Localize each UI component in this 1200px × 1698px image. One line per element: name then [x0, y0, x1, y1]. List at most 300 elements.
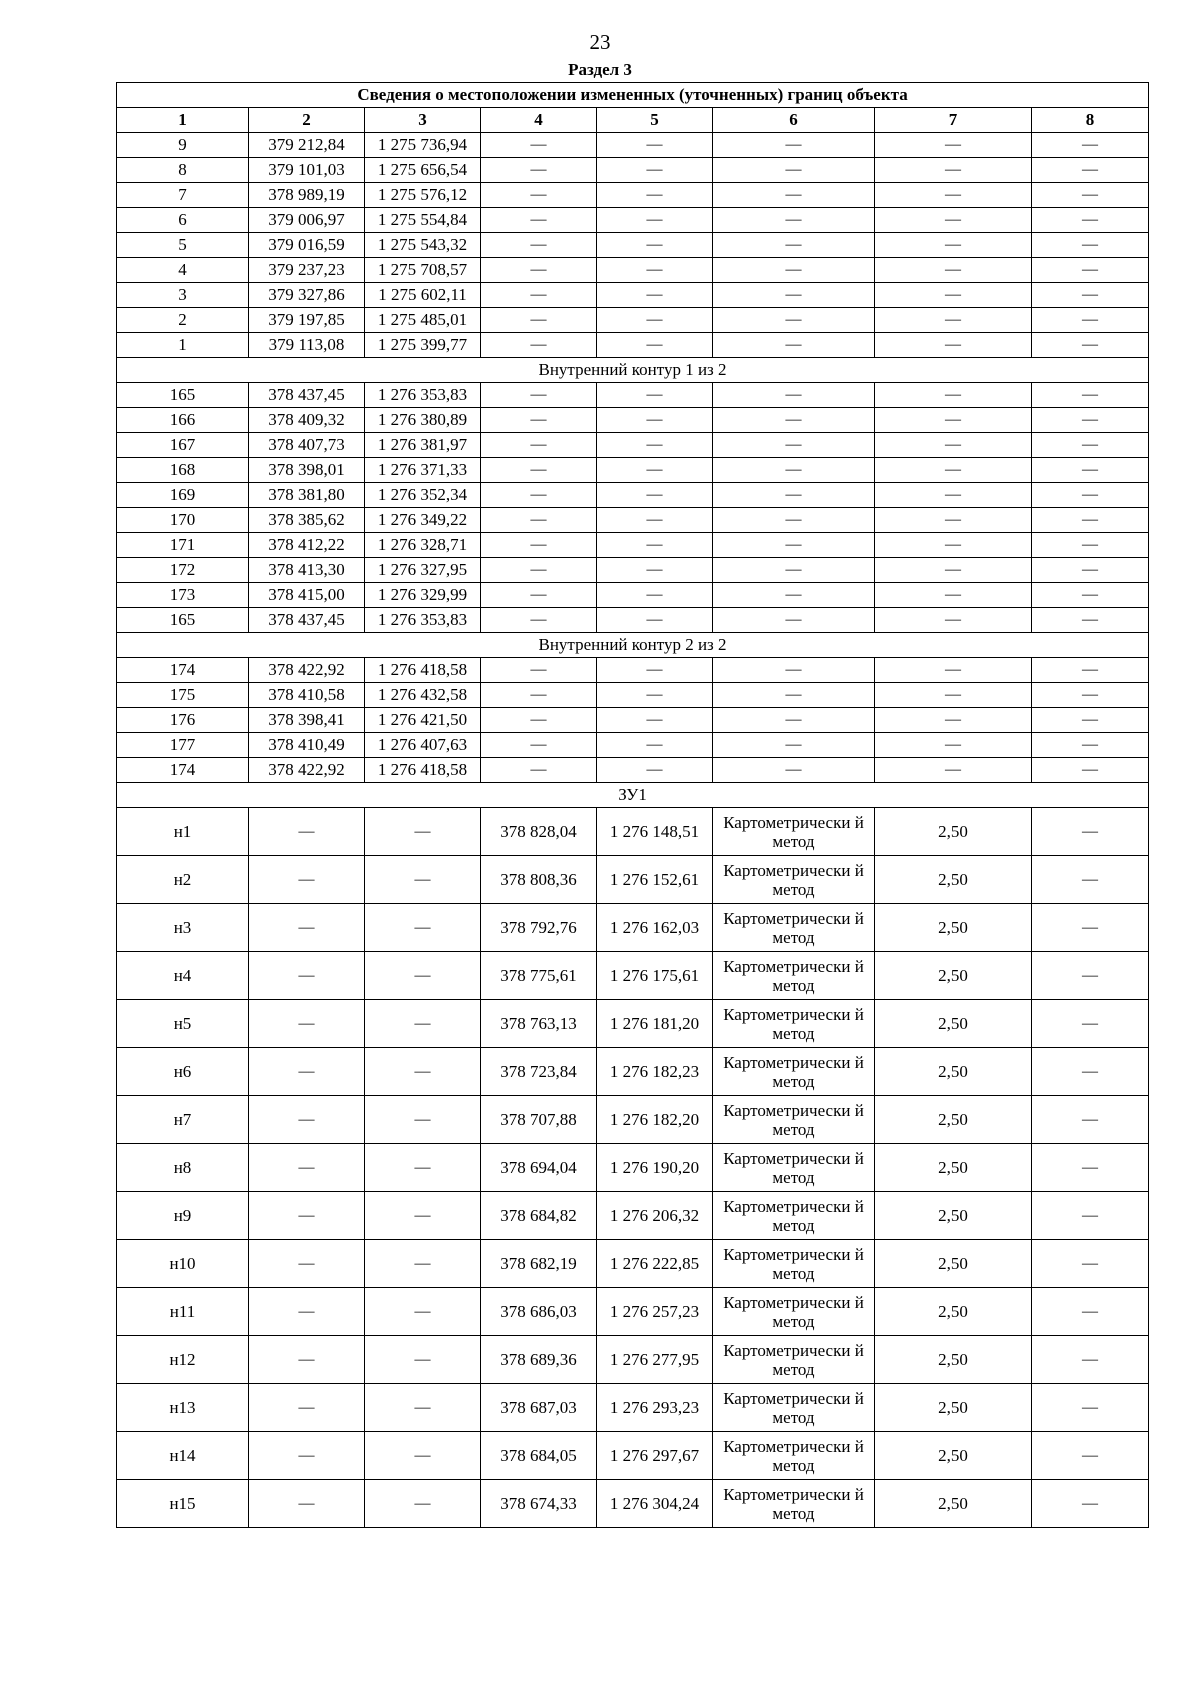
table-cell-col-1: 174 — [117, 658, 249, 683]
contour-label-row — [117, 358, 1149, 383]
table-cell-col-8: — — [1032, 658, 1149, 683]
table-cell-col-8: — — [1032, 458, 1149, 483]
table-cell-col-7: — — [875, 158, 1032, 183]
table-cell-col-8: — — [1032, 1336, 1149, 1384]
table-cell-col-1: 167 — [117, 433, 249, 458]
table-cell-col-2: — — [249, 856, 365, 904]
table-cell-col-1: 176 — [117, 708, 249, 733]
table-cell-col-7: — — [875, 658, 1032, 683]
table-cell-col-7: 2,50 — [875, 1192, 1032, 1240]
table-row — [117, 1144, 1149, 1192]
table-cell-col-3: — — [365, 1000, 481, 1048]
table-cell-col-3: — — [365, 1336, 481, 1384]
table-cell-col-5: 1 276 293,23 — [597, 1384, 713, 1432]
table-cell-col-7: 2,50 — [875, 1384, 1032, 1432]
table-cell-col-5: 1 276 190,20 — [597, 1144, 713, 1192]
table-cell-col-7: — — [875, 508, 1032, 533]
table-cell-col-5: 1 276 222,85 — [597, 1240, 713, 1288]
table-cell-col-3: 1 276 432,58 — [365, 683, 481, 708]
table-row — [117, 408, 1149, 433]
table-cell-col-8: — — [1032, 1048, 1149, 1096]
table-cell-col-3: — — [365, 1144, 481, 1192]
table-cell-col-2: 378 412,22 — [249, 533, 365, 558]
table-cell-col-3: 1 275 399,77 — [365, 333, 481, 358]
table-cell-col-7: — — [875, 608, 1032, 633]
column-header-2: 2 — [249, 108, 365, 133]
table-cell-col-7: 2,50 — [875, 1432, 1032, 1480]
table-cell-col-5: — — [597, 533, 713, 558]
table-cell-col-6: — — [713, 383, 875, 408]
table-cell-col-4: — — [481, 733, 597, 758]
table-cell-col-3: 1 275 554,84 — [365, 208, 481, 233]
table-cell-col-5: — — [597, 733, 713, 758]
table-cell-col-1: н15 — [117, 1480, 249, 1528]
table-cell-col-7: — — [875, 233, 1032, 258]
table-cell-col-6: — — [713, 658, 875, 683]
table-cell-col-7: 2,50 — [875, 1288, 1032, 1336]
table-cell-col-8: — — [1032, 856, 1149, 904]
table-cell-col-4: 378 763,13 — [481, 1000, 597, 1048]
contour-label: ЗУ1 — [117, 783, 1149, 808]
table-cell-col-5: 1 276 304,24 — [597, 1480, 713, 1528]
table-cell-col-2: 378 385,62 — [249, 508, 365, 533]
table-cell-col-2: — — [249, 1096, 365, 1144]
table-cell-col-5: — — [597, 333, 713, 358]
table-cell-col-2: 379 197,85 — [249, 308, 365, 333]
table-cell-col-2: 378 413,30 — [249, 558, 365, 583]
table-cell-col-5: — — [597, 308, 713, 333]
table-cell-col-2: 379 212,84 — [249, 133, 365, 158]
table-cell-col-6: Картометрически й метод — [713, 1048, 875, 1096]
table-cell-col-5: 1 276 277,95 — [597, 1336, 713, 1384]
table-row — [117, 508, 1149, 533]
table-cell-col-8: — — [1032, 1288, 1149, 1336]
table-cell-col-8: — — [1032, 133, 1149, 158]
contour-label: Внутренний контур 1 из 2 — [117, 358, 1149, 383]
table-cell-col-3: — — [365, 1096, 481, 1144]
table-cell-col-3: — — [365, 1480, 481, 1528]
table-cell-col-1: 169 — [117, 483, 249, 508]
table-cell-col-2: 378 381,80 — [249, 483, 365, 508]
table-cell-col-4: 378 674,33 — [481, 1480, 597, 1528]
table-cell-col-4: 378 682,19 — [481, 1240, 597, 1288]
table-cell-col-2: 379 237,23 — [249, 258, 365, 283]
table-cell-col-6: — — [713, 708, 875, 733]
table-cell-col-3: — — [365, 1384, 481, 1432]
contour-label-row — [117, 783, 1149, 808]
table-cell-col-4: 378 723,84 — [481, 1048, 597, 1096]
table-cell-col-6: — — [713, 408, 875, 433]
table-cell-col-6: — — [713, 433, 875, 458]
table-cell-col-1: 3 — [117, 283, 249, 308]
table-cell-col-4: — — [481, 758, 597, 783]
table-cell-col-4: — — [481, 333, 597, 358]
table-cell-col-5: 1 276 182,23 — [597, 1048, 713, 1096]
table-cell-col-4: 378 694,04 — [481, 1144, 597, 1192]
table-cell-col-5: — — [597, 458, 713, 483]
table-cell-col-8: — — [1032, 333, 1149, 358]
table-row — [117, 1096, 1149, 1144]
column-header-4: 4 — [481, 108, 597, 133]
table-cell-col-1: н6 — [117, 1048, 249, 1096]
table-cell-col-1: 177 — [117, 733, 249, 758]
table-cell-col-1: 172 — [117, 558, 249, 583]
table-cell-col-2: 379 113,08 — [249, 333, 365, 358]
table-cell-col-8: — — [1032, 258, 1149, 283]
table-cell-col-3: 1 275 736,94 — [365, 133, 481, 158]
table-cell-col-3: 1 276 380,89 — [365, 408, 481, 433]
table-cell-col-5: — — [597, 283, 713, 308]
table-cell-col-4: 378 792,76 — [481, 904, 597, 952]
table-cell-col-8: — — [1032, 1144, 1149, 1192]
table-cell-col-3: — — [365, 952, 481, 1000]
table-cell-col-1: н3 — [117, 904, 249, 952]
table-cell-col-2: 378 422,92 — [249, 758, 365, 783]
table-cell-col-5: 1 276 152,61 — [597, 856, 713, 904]
boundary-table — [116, 82, 1149, 1528]
table-cell-col-6: — — [713, 183, 875, 208]
table-cell-col-2: 378 407,73 — [249, 433, 365, 458]
table-cell-col-7: — — [875, 433, 1032, 458]
table-cell-col-4: — — [481, 308, 597, 333]
table-cell-col-3: 1 276 418,58 — [365, 758, 481, 783]
section-title: Раздел 3 — [568, 60, 632, 79]
table-cell-col-3: 1 275 708,57 — [365, 258, 481, 283]
table-cell-col-8: — — [1032, 1000, 1149, 1048]
table-cell-col-3: 1 276 353,83 — [365, 608, 481, 633]
table-cell-col-8: — — [1032, 1240, 1149, 1288]
table-cell-col-3: — — [365, 1432, 481, 1480]
table-cell-col-7: — — [875, 408, 1032, 433]
table-cell-col-8: — — [1032, 952, 1149, 1000]
table-cell-col-8: — — [1032, 683, 1149, 708]
table-cell-col-5: 1 276 181,20 — [597, 1000, 713, 1048]
table-row — [117, 1240, 1149, 1288]
table-row — [117, 333, 1149, 358]
table-cell-col-1: н14 — [117, 1432, 249, 1480]
table-cell-col-2: 378 398,41 — [249, 708, 365, 733]
table-cell-col-5: — — [597, 758, 713, 783]
table-row — [117, 158, 1149, 183]
table-cell-col-6: — — [713, 333, 875, 358]
table-cell-col-4: — — [481, 658, 597, 683]
table-row — [117, 856, 1149, 904]
column-header-7: 7 — [875, 108, 1032, 133]
table-cell-col-4: 378 684,82 — [481, 1192, 597, 1240]
table-cell-col-6: — — [713, 533, 875, 558]
table-row — [117, 904, 1149, 952]
table-cell-col-7: — — [875, 458, 1032, 483]
table-cell-col-7: 2,50 — [875, 1048, 1032, 1096]
table-cell-col-1: н5 — [117, 1000, 249, 1048]
table-cell-col-6: — — [713, 158, 875, 183]
table-cell-col-6: — — [713, 483, 875, 508]
table-cell-col-4: — — [481, 708, 597, 733]
table-cell-col-6: Картометрически й метод — [713, 904, 875, 952]
table-cell-col-7: — — [875, 258, 1032, 283]
table-cell-col-5: — — [597, 383, 713, 408]
table-cell-col-1: 175 — [117, 683, 249, 708]
table-cell-col-4: 378 689,36 — [481, 1336, 597, 1384]
table-cell-col-8: — — [1032, 583, 1149, 608]
table-cell-col-4: 378 775,61 — [481, 952, 597, 1000]
table-cell-col-2: — — [249, 1288, 365, 1336]
table-cell-col-5: — — [597, 508, 713, 533]
table-cell-col-2: 378 415,00 — [249, 583, 365, 608]
table-cell-col-7: 2,50 — [875, 1480, 1032, 1528]
table-cell-col-4: — — [481, 283, 597, 308]
table-row — [117, 133, 1149, 158]
table-cell-col-1: 170 — [117, 508, 249, 533]
table-cell-col-8: — — [1032, 383, 1149, 408]
table-cell-col-2: 378 437,45 — [249, 383, 365, 408]
table-cell-col-4: — — [481, 233, 597, 258]
table-cell-col-2: 378 989,19 — [249, 183, 365, 208]
table-cell-col-7: — — [875, 483, 1032, 508]
table-cell-col-1: 7 — [117, 183, 249, 208]
table-cell-col-2: — — [249, 1192, 365, 1240]
table-cell-col-3: 1 276 418,58 — [365, 658, 481, 683]
table-cell-col-5: — — [597, 133, 713, 158]
table-cell-col-4: 378 687,03 — [481, 1384, 597, 1432]
table-cell-col-7: — — [875, 333, 1032, 358]
table-cell-col-6: — — [713, 283, 875, 308]
table-cell-col-7: — — [875, 133, 1032, 158]
table-row — [117, 1000, 1149, 1048]
column-header-8: 8 — [1032, 108, 1149, 133]
table-cell-col-5: — — [597, 558, 713, 583]
table-cell-col-2: — — [249, 1336, 365, 1384]
table-cell-col-6: Картометрически й метод — [713, 1432, 875, 1480]
table-cell-col-5: — — [597, 258, 713, 283]
table-cell-col-6: — — [713, 458, 875, 483]
table-cell-col-6: Картометрически й метод — [713, 856, 875, 904]
table-cell-col-1: 165 — [117, 383, 249, 408]
table-cell-col-5: 1 276 206,32 — [597, 1192, 713, 1240]
table-cell-col-2: — — [249, 808, 365, 856]
column-header-3: 3 — [365, 108, 481, 133]
table-cell-col-2: — — [249, 1432, 365, 1480]
table-cell-col-1: н2 — [117, 856, 249, 904]
table-cell-col-3: 1 276 407,63 — [365, 733, 481, 758]
table-cell-col-1: 6 — [117, 208, 249, 233]
table-cell-col-8: — — [1032, 1384, 1149, 1432]
table-row — [117, 708, 1149, 733]
table-title: Сведения о местоположении измененных (уточненных) границ объекта — [117, 83, 1149, 108]
table-cell-col-8: — — [1032, 1096, 1149, 1144]
table-cell-col-5: — — [597, 483, 713, 508]
table-cell-col-6: Картометрически й метод — [713, 1096, 875, 1144]
table-cell-col-1: 9 — [117, 133, 249, 158]
table-cell-col-2: 378 437,45 — [249, 608, 365, 633]
table-cell-col-8: — — [1032, 233, 1149, 258]
table-row — [117, 1192, 1149, 1240]
table-cell-col-4: — — [481, 608, 597, 633]
table-cell-col-6: — — [713, 683, 875, 708]
table-cell-col-7: — — [875, 733, 1032, 758]
table-cell-col-7: — — [875, 208, 1032, 233]
table-cell-col-3: — — [365, 1288, 481, 1336]
table-cell-col-2: — — [249, 1240, 365, 1288]
table-cell-col-6: Картометрически й метод — [713, 808, 875, 856]
table-cell-col-2: — — [249, 952, 365, 1000]
table-cell-col-6: — — [713, 733, 875, 758]
table-cell-col-5: 1 276 257,23 — [597, 1288, 713, 1336]
table-cell-col-5: 1 276 182,20 — [597, 1096, 713, 1144]
table-cell-col-4: — — [481, 183, 597, 208]
table-cell-col-8: — — [1032, 408, 1149, 433]
table-cell-col-3: 1 276 371,33 — [365, 458, 481, 483]
table-cell-col-4: — — [481, 158, 597, 183]
table-cell-col-7: — — [875, 383, 1032, 408]
table-cell-col-7: 2,50 — [875, 1144, 1032, 1192]
table-cell-col-3: 1 275 602,11 — [365, 283, 481, 308]
table-cell-col-6: — — [713, 233, 875, 258]
table-cell-col-6: — — [713, 558, 875, 583]
table-cell-col-6: Картометрически й метод — [713, 1000, 875, 1048]
table-row — [117, 1048, 1149, 1096]
table-row — [117, 758, 1149, 783]
table-cell-col-6: Картометрически й метод — [713, 1240, 875, 1288]
table-cell-col-2: 379 101,03 — [249, 158, 365, 183]
table-cell-col-6: Картометрически й метод — [713, 1336, 875, 1384]
table-cell-col-6: Картометрически й метод — [713, 952, 875, 1000]
table-cell-col-3: 1 275 485,01 — [365, 308, 481, 333]
table-cell-col-4: 378 707,88 — [481, 1096, 597, 1144]
table-cell-col-1: 2 — [117, 308, 249, 333]
table-cell-col-2: 378 410,49 — [249, 733, 365, 758]
table-cell-col-8: — — [1032, 183, 1149, 208]
table-cell-col-6: Картометрически й метод — [713, 1144, 875, 1192]
table-cell-col-6: — — [713, 508, 875, 533]
table-cell-col-6: Картометрически й метод — [713, 1192, 875, 1240]
table-row — [117, 258, 1149, 283]
table-cell-col-7: 2,50 — [875, 1336, 1032, 1384]
table-cell-col-5: — — [597, 433, 713, 458]
table-cell-col-1: 4 — [117, 258, 249, 283]
table-cell-col-7: — — [875, 533, 1032, 558]
table-cell-col-3: — — [365, 1240, 481, 1288]
table-cell-col-1: н1 — [117, 808, 249, 856]
table-cell-col-3: — — [365, 904, 481, 952]
contour-label-row — [117, 633, 1149, 658]
table-cell-col-7: — — [875, 558, 1032, 583]
table-cell-col-7: — — [875, 708, 1032, 733]
table-cell-col-2: 378 398,01 — [249, 458, 365, 483]
table-cell-col-7: — — [875, 308, 1032, 333]
table-cell-col-8: — — [1032, 1480, 1149, 1528]
table-cell-col-5: — — [597, 708, 713, 733]
table-cell-col-1: н9 — [117, 1192, 249, 1240]
table-cell-col-6: — — [713, 208, 875, 233]
table-row — [117, 208, 1149, 233]
table-cell-col-1: 166 — [117, 408, 249, 433]
contour-label: Внутренний контур 2 из 2 — [117, 633, 1149, 658]
table-cell-col-5: — — [597, 583, 713, 608]
table-cell-col-3: 1 275 543,32 — [365, 233, 481, 258]
table-cell-col-1: н11 — [117, 1288, 249, 1336]
table-cell-col-2: 379 016,59 — [249, 233, 365, 258]
table-cell-col-4: — — [481, 533, 597, 558]
table-row — [117, 733, 1149, 758]
table-row — [117, 658, 1149, 683]
table-cell-col-8: — — [1032, 308, 1149, 333]
table-cell-col-5: — — [597, 683, 713, 708]
table-cell-col-7: 2,50 — [875, 1000, 1032, 1048]
column-header-6: 6 — [713, 108, 875, 133]
table-row — [117, 533, 1149, 558]
table-cell-col-6: — — [713, 583, 875, 608]
table-cell-col-8: — — [1032, 1192, 1149, 1240]
table-cell-col-2: 379 327,86 — [249, 283, 365, 308]
table-cell-col-8: — — [1032, 1432, 1149, 1480]
table-cell-col-2: 378 410,58 — [249, 683, 365, 708]
table-cell-col-2: — — [249, 904, 365, 952]
table-cell-col-1: 171 — [117, 533, 249, 558]
page-number: 23 — [589, 30, 611, 54]
table-cell-col-2: 378 422,92 — [249, 658, 365, 683]
table-row — [117, 283, 1149, 308]
table-cell-col-1: н4 — [117, 952, 249, 1000]
table-cell-col-8: — — [1032, 508, 1149, 533]
table-cell-col-6: Картометрически й метод — [713, 1384, 875, 1432]
table-cell-col-5: — — [597, 408, 713, 433]
table-cell-col-5: — — [597, 208, 713, 233]
table-cell-col-1: н8 — [117, 1144, 249, 1192]
table-cell-col-6: — — [713, 758, 875, 783]
table-cell-col-3: 1 276 328,71 — [365, 533, 481, 558]
table-cell-col-8: — — [1032, 708, 1149, 733]
table-cell-col-4: — — [481, 683, 597, 708]
table-cell-col-2: — — [249, 1000, 365, 1048]
table-cell-col-8: — — [1032, 558, 1149, 583]
table-cell-col-1: н12 — [117, 1336, 249, 1384]
table-cell-col-7: — — [875, 283, 1032, 308]
table-cell-col-6: Картометрически й метод — [713, 1480, 875, 1528]
table-cell-col-8: — — [1032, 483, 1149, 508]
table-cell-col-8: — — [1032, 758, 1149, 783]
table-cell-col-1: 1 — [117, 333, 249, 358]
table-cell-col-3: — — [365, 808, 481, 856]
table-cell-col-3: 1 276 349,22 — [365, 508, 481, 533]
table-cell-col-1: 165 — [117, 608, 249, 633]
table-cell-col-8: — — [1032, 608, 1149, 633]
table-cell-col-3: 1 275 656,54 — [365, 158, 481, 183]
table-row — [117, 808, 1149, 856]
table-cell-col-3: 1 276 327,95 — [365, 558, 481, 583]
table-row — [117, 558, 1149, 583]
table-row — [117, 583, 1149, 608]
table-cell-col-3: — — [365, 1048, 481, 1096]
table-cell-col-4: — — [481, 208, 597, 233]
table-row — [117, 608, 1149, 633]
table-cell-col-5: 1 276 297,67 — [597, 1432, 713, 1480]
table-cell-col-8: — — [1032, 433, 1149, 458]
table-cell-col-4: — — [481, 133, 597, 158]
table-cell-col-7: 2,50 — [875, 904, 1032, 952]
table-cell-col-5: — — [597, 183, 713, 208]
table-cell-col-5: — — [597, 658, 713, 683]
table-cell-col-1: 174 — [117, 758, 249, 783]
table-row — [117, 308, 1149, 333]
table-cell-col-6: — — [713, 308, 875, 333]
table-cell-col-1: 173 — [117, 583, 249, 608]
table-cell-col-8: — — [1032, 904, 1149, 952]
table-cell-col-6: Картометрически й метод — [713, 1288, 875, 1336]
table-cell-col-4: 378 686,03 — [481, 1288, 597, 1336]
table-cell-col-8: — — [1032, 158, 1149, 183]
column-header-5: 5 — [597, 108, 713, 133]
